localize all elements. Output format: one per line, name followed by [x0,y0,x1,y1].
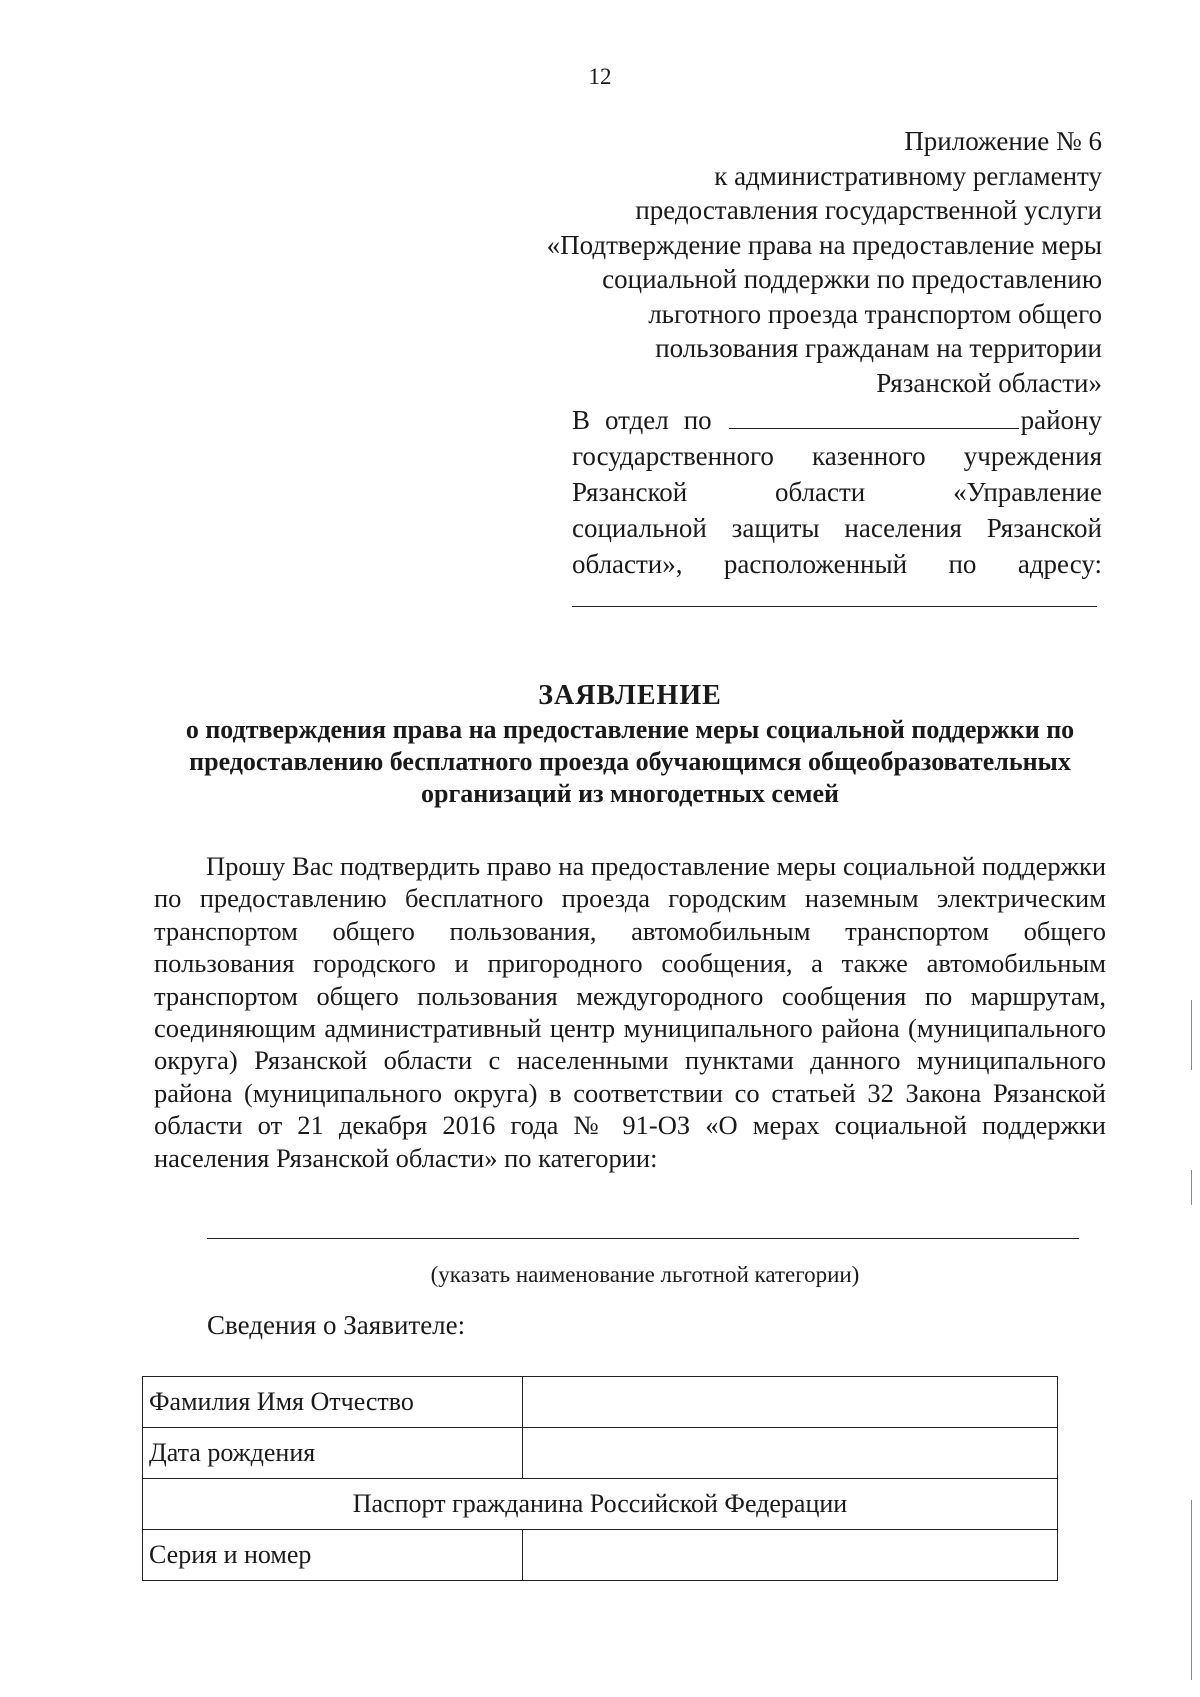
appendix-line: социальной поддержки по предоставлению [602,264,1102,294]
appendix-line: предоставления государственной услуги [635,195,1102,225]
document-subtitle: о подтверждения права на предоставление меры социальной поддержки по предоставлению бесплатного проезда обучающимся общеобразовательных организаций из многодетных семей [185,715,1075,808]
addressee-line-4: социальной защиты населения Рязанской [572,513,1102,543]
addressee-line-3: Рязанской области «Управление [572,477,1102,507]
series-number-field[interactable] [523,1530,1058,1581]
category-blank-field[interactable] [207,1238,1079,1239]
addressee-prefix: В отдел по [572,405,712,435]
appendix-line: Приложение № 6 [904,126,1102,156]
addressee-line-5: области», расположенный по адресу: [572,549,1102,579]
addressee-suffix: району [1020,405,1102,435]
addressee-line-1 [572,402,1102,438]
series-number-label: Серия и номер [143,1530,523,1581]
appendix-line: Рязанской области» [876,367,1102,398]
table-row [143,1428,1058,1479]
birth-date-label: Дата рождения [143,1428,523,1479]
full-name-field[interactable] [523,1377,1058,1428]
table-row [143,1530,1058,1581]
request-body [154,850,1106,1174]
full-name-label: Фамилия Имя Отчество [143,1377,523,1428]
page-number: 12 [588,64,612,89]
birth-date-field[interactable] [523,1428,1058,1479]
request-paragraph: Прошу Вас подтвердить право на предоставление меры социальной поддержки по предоставлению бесплатного проезда городским наземным электрическим транспортом общего пользования, автомобильным транспортом общего пользования городского и пригородного сообщения, а также автомобильным транспортом общего пользования междугородного сообщения по маршрутам, соединяющим административный центр муниципального района (муниципального округа) Рязанской области с населенными пунктами данного муниципального района (муниципального округа) в соответствии со статьей 32 Закона Рязанской области от 21 декабря 2016 года № 91-ОЗ «О мерах социальной поддержки населения Рязанской области» по категории: [154,851,1106,1173]
scan-artifact [1191,1500,1192,1680]
table-row [143,1479,1058,1530]
applicant-info-table [142,1376,1058,1581]
appendix-line: пользования гражданам на территории [655,333,1102,363]
appendix-line: «Подтверждение права на предоставление меры [546,229,1102,260]
address-blank-field[interactable] [572,604,1097,607]
district-blank-field[interactable] [729,408,1019,429]
document-title: ЗАЯВЛЕНИЕ [538,680,722,711]
passport-heading: Паспорт гражданина Российской Федерации [143,1479,1058,1530]
category-hint: (указать наименование льготной категории) [430,1262,860,1287]
addressee-line-2: государственного казенного учреждения [572,441,1102,471]
scan-artifact [1191,1170,1192,1205]
scan-artifact [1191,1000,1192,1070]
appendix-line: к административному регламенту [714,160,1102,191]
table-row [143,1377,1058,1428]
appendix-line: льготного проезда транспортом общего [648,298,1102,329]
applicant-info-heading: Сведения о Заявителе: [207,1310,466,1340]
document-title-block [150,678,1110,810]
addressee-block [572,402,1102,607]
appendix-header [462,124,1102,400]
